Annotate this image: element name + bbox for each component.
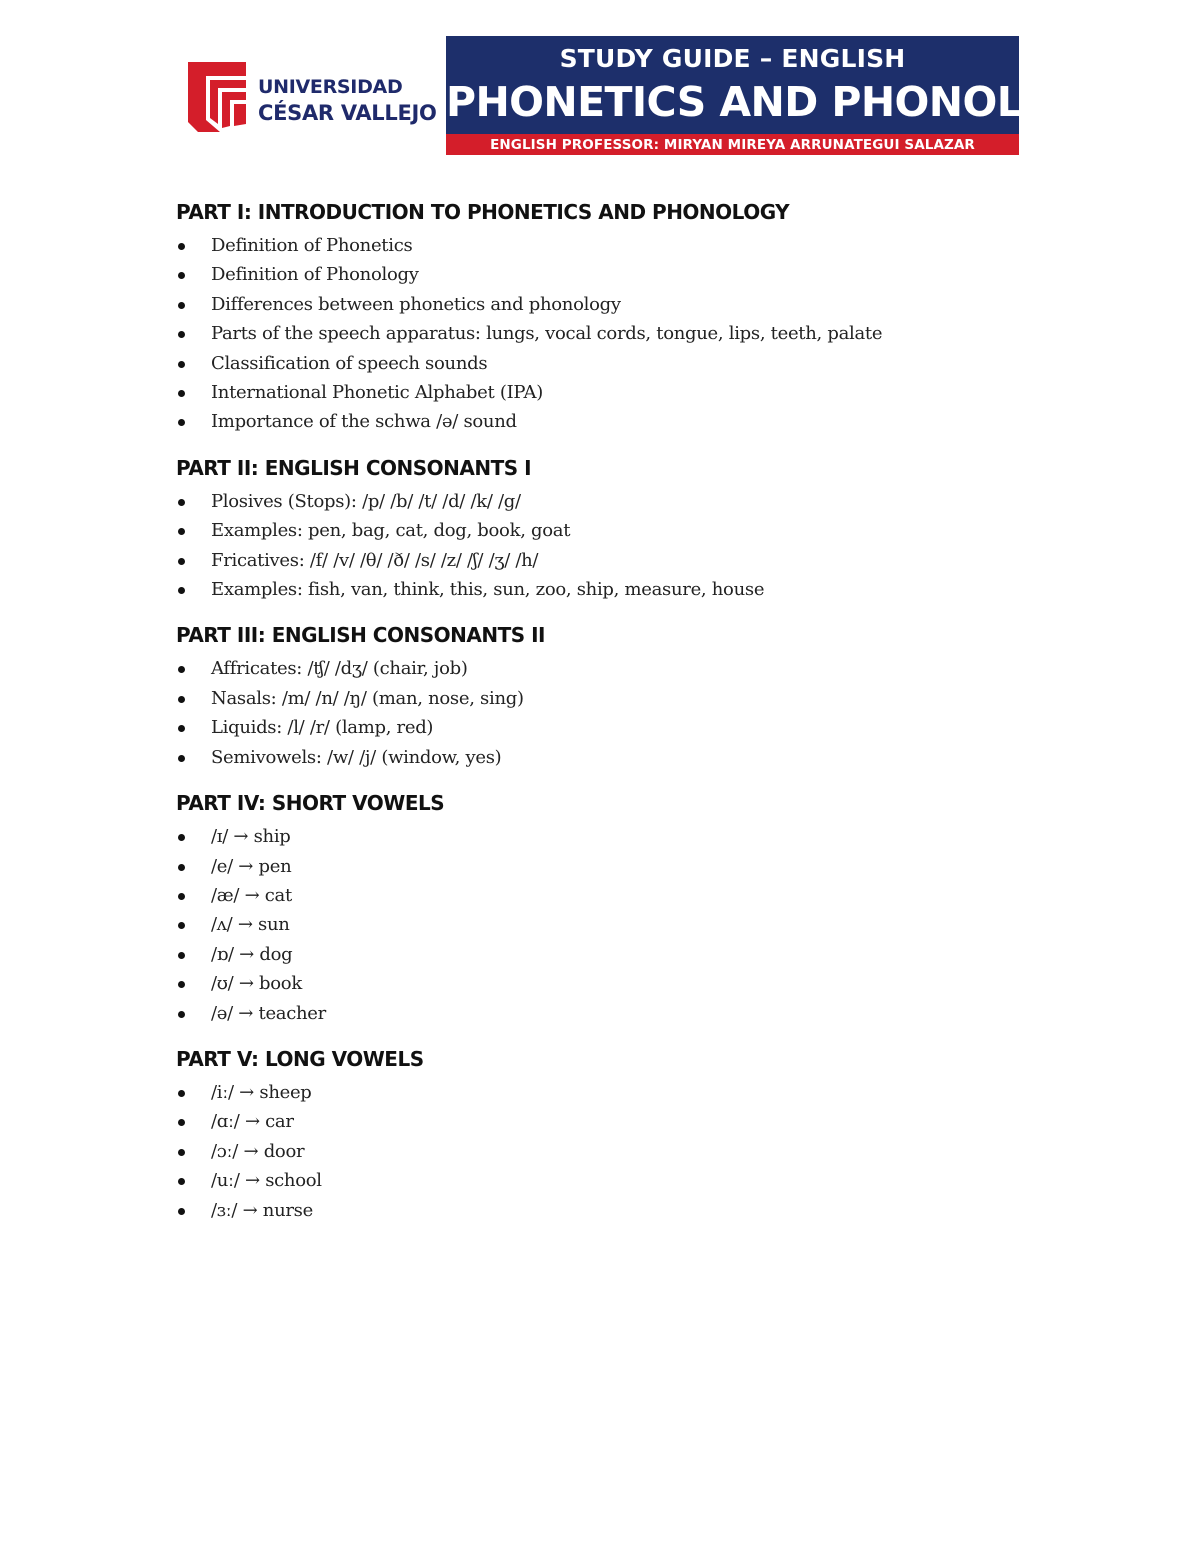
banner-title: PHONETICS AND PHONOLOGY — [446, 78, 1117, 126]
section-title: PART IV: SHORT VOWELS — [176, 791, 445, 816]
list-item: /æ/ → cat — [176, 881, 1036, 910]
banner-subtitle: STUDY GUIDE – ENGLISH — [559, 44, 906, 73]
university-name-line1: UNIVERSIDAD — [258, 76, 403, 98]
list-item: /ɔː/ → door — [176, 1137, 1036, 1166]
list-item: /ɪ/ → ship — [176, 822, 1036, 851]
list-item: /uː/ → school — [176, 1166, 1036, 1195]
list-item: /ʊ/ → book — [176, 969, 1036, 998]
list-item: /iː/ → sheep — [176, 1078, 1036, 1107]
section-part-5 — [176, 1045, 1036, 1225]
section-part-2 — [176, 454, 1036, 605]
list-item: International Phonetic Alphabet (IPA) — [176, 378, 1036, 407]
list-item: Differences between phonetics and phonology — [176, 290, 1036, 319]
university-name-line2: CÉSAR VALLEJO — [258, 101, 437, 125]
list-item: Definition of Phonology — [176, 260, 1036, 289]
bullet-list — [176, 654, 1036, 772]
section-part-4 — [176, 789, 1036, 1028]
professor-stripe — [446, 134, 1019, 155]
list-item: Examples: pen, bag, cat, dog, book, goat — [176, 516, 1036, 545]
list-item: /ɒ/ → dog — [176, 940, 1036, 969]
section-part-1 — [176, 198, 1036, 437]
list-item: /ɜː/ → nurse — [176, 1196, 1036, 1225]
list-item: Liquids: /l/ /r/ (lamp, red) — [176, 713, 1036, 742]
study-guide-content — [176, 198, 1036, 1242]
list-item: Parts of the speech apparatus: lungs, vocal cords, tongue, lips, teeth, palate — [176, 319, 1036, 348]
section-title: PART I: INTRODUCTION TO PHONETICS AND PHONOLOGY — [176, 200, 790, 224]
section-title: PART II: ENGLISH CONSONANTS I — [176, 455, 532, 480]
bullet-list — [176, 822, 1036, 1028]
list-item: Examples: fish, van, think, this, sun, zoo, ship, measure, house — [176, 575, 1036, 604]
university-crest-icon — [186, 58, 248, 132]
section-part-3 — [176, 621, 1036, 772]
title-banner — [446, 36, 1117, 155]
professor-name: ENGLISH PROFESSOR: MIRYAN MIREYA ARRUNATEGUI SALAZAR — [490, 137, 975, 153]
list-item: /ʌ/ → sun — [176, 910, 1036, 939]
section-title: PART V: LONG VOWELS — [176, 1046, 424, 1071]
university-name — [258, 74, 437, 126]
university-logo — [180, 36, 442, 154]
list-item: Nasals: /m/ /n/ /ŋ/ (man, nose, sing) — [176, 684, 1036, 713]
list-item: /e/ → pen — [176, 852, 1036, 881]
list-item: Plosives (Stops): /p/ /b/ /t/ /d/ /k/ /g/ — [176, 487, 1036, 516]
bullet-list — [176, 1078, 1036, 1225]
list-item: Affricates: /ʧ/ /dʒ/ (chair, job) — [176, 654, 1036, 683]
list-item: Importance of the schwa /ə/ sound — [176, 407, 1036, 436]
list-item: /ə/ → teacher — [176, 999, 1036, 1028]
list-item: Definition of Phonetics — [176, 231, 1036, 260]
list-item: /ɑː/ → car — [176, 1107, 1036, 1136]
bullet-list — [176, 487, 1036, 605]
list-item: Fricatives: /f/ /v/ /θ/ /ð/ /s/ /z/ /ʃ/ /ʒ/ /h/ — [176, 546, 1036, 575]
list-item: Classification of speech sounds — [176, 349, 1036, 378]
list-item: Semivowels: /w/ /j/ (window, yes) — [176, 743, 1036, 772]
bullet-list — [176, 231, 1036, 437]
section-title: PART III: ENGLISH CONSONANTS II — [176, 623, 545, 648]
